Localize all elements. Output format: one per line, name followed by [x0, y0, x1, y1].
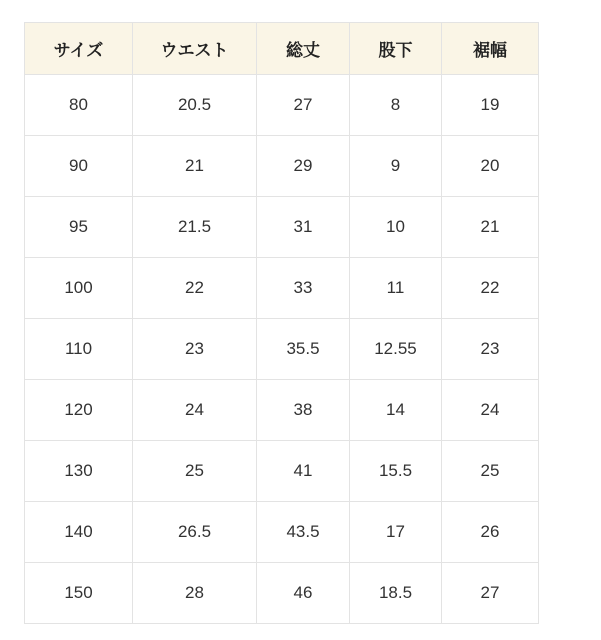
table-cell: 19 [442, 75, 539, 136]
table-cell: 20.5 [133, 75, 257, 136]
header-cell-total-length: 総丈 [257, 23, 350, 75]
table-row [25, 380, 539, 441]
table-cell: 31 [257, 197, 350, 258]
table-cell: 110 [25, 319, 133, 380]
table-cell: 80 [25, 75, 133, 136]
size-chart-table [24, 22, 539, 624]
table-row [25, 563, 539, 624]
table-cell: 29 [257, 136, 350, 197]
table-cell: 8 [350, 75, 442, 136]
table-cell: 15.5 [350, 441, 442, 502]
table-cell: 25 [442, 441, 539, 502]
table-row [25, 319, 539, 380]
table-cell: 9 [350, 136, 442, 197]
header-cell-hem-width: 裾幅 [442, 23, 539, 75]
table-cell: 33 [257, 258, 350, 319]
table-cell: 25 [133, 441, 257, 502]
table-cell: 150 [25, 563, 133, 624]
header-row [25, 23, 539, 75]
table-cell: 23 [133, 319, 257, 380]
table-cell: 27 [257, 75, 350, 136]
table-cell: 21.5 [133, 197, 257, 258]
header-cell-inseam: 股下 [350, 23, 442, 75]
table-cell: 22 [133, 258, 257, 319]
table-row [25, 502, 539, 563]
table-cell: 26 [442, 502, 539, 563]
table-cell: 120 [25, 380, 133, 441]
table-cell: 38 [257, 380, 350, 441]
table-row [25, 197, 539, 258]
header-cell-size: サイズ [25, 23, 133, 75]
table-cell: 27 [442, 563, 539, 624]
table-cell: 35.5 [257, 319, 350, 380]
table-cell: 21 [442, 197, 539, 258]
table-cell: 140 [25, 502, 133, 563]
table-row [25, 258, 539, 319]
table-cell: 10 [350, 197, 442, 258]
table-cell: 46 [257, 563, 350, 624]
table-cell: 43.5 [257, 502, 350, 563]
table-row [25, 75, 539, 136]
table-cell: 24 [133, 380, 257, 441]
table-cell: 41 [257, 441, 350, 502]
table-cell: 22 [442, 258, 539, 319]
size-chart [24, 22, 539, 624]
table-cell: 26.5 [133, 502, 257, 563]
table-cell: 90 [25, 136, 133, 197]
table-row [25, 441, 539, 502]
table-cell: 130 [25, 441, 133, 502]
table-row [25, 136, 539, 197]
header-cell-waist: ウエスト [133, 23, 257, 75]
table-cell: 100 [25, 258, 133, 319]
table-cell: 95 [25, 197, 133, 258]
table-cell: 20 [442, 136, 539, 197]
table-cell: 28 [133, 563, 257, 624]
table-cell: 23 [442, 319, 539, 380]
table-cell: 14 [350, 380, 442, 441]
table-cell: 12.55 [350, 319, 442, 380]
table-cell: 18.5 [350, 563, 442, 624]
table-cell: 21 [133, 136, 257, 197]
table-cell: 11 [350, 258, 442, 319]
table-cell: 24 [442, 380, 539, 441]
table-cell: 17 [350, 502, 442, 563]
